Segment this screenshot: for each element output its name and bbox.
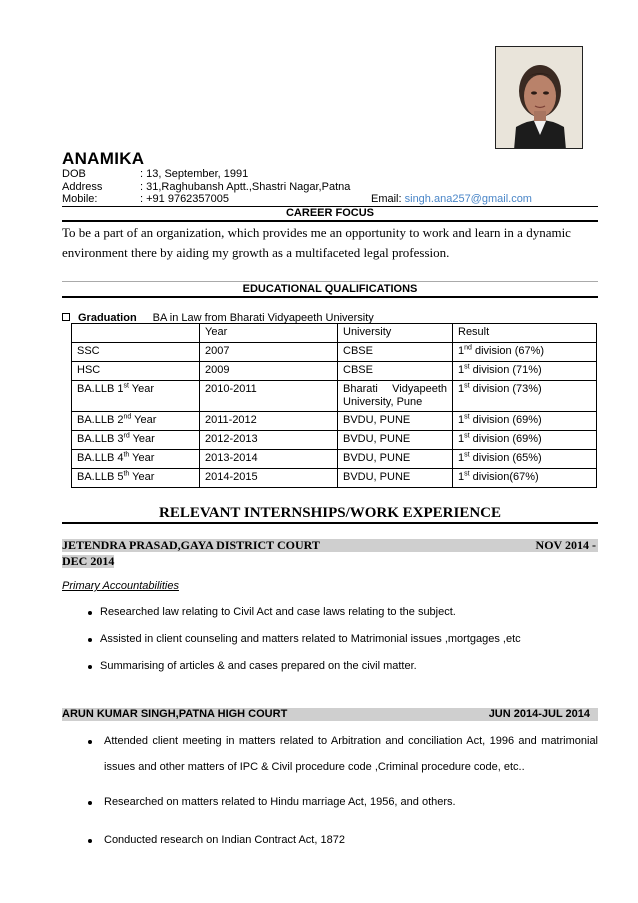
cell-course — [72, 431, 200, 450]
result-sup: st — [464, 363, 470, 371]
cell-result — [453, 450, 597, 469]
course-sup: th — [123, 451, 130, 459]
cell-year — [200, 469, 338, 488]
bullet-text: Conducted research on Indian Contract Act, 1872 — [104, 834, 345, 846]
year-text: 2010-2011 — [205, 383, 257, 395]
divider-edu-top — [62, 281, 598, 282]
experience-heading: RELEVANT INTERNSHIPS/WORK EXPERIENCE — [158, 505, 502, 521]
dob-value: : 13, September, 1991 — [140, 168, 249, 180]
result-sup: nd — [464, 344, 472, 352]
course-text: SSC — [77, 345, 100, 357]
bullet-icon — [88, 740, 92, 744]
career-focus-heading: CAREER FOCUS — [285, 207, 374, 219]
course-sup: st — [123, 382, 129, 390]
result-text: division (73%) — [469, 383, 542, 395]
result-text: division (69%) — [469, 414, 542, 426]
profile-photo — [495, 46, 583, 149]
divider-career — [62, 220, 598, 222]
email-block — [371, 193, 532, 206]
checkbox-bullet-icon — [62, 313, 70, 321]
university-text: Bharati Vidyapeeth University, Pune — [343, 383, 447, 408]
primary-accountabilities-heading: Primary Accountabilities — [62, 580, 179, 592]
course-suffix: Year — [128, 383, 155, 395]
dob-row — [62, 168, 598, 181]
bullet-icon — [88, 638, 92, 642]
result-text: division (65%) — [469, 452, 542, 464]
course-text: BA.LLB 5 — [77, 471, 124, 483]
cell-result — [453, 431, 597, 450]
cell-result — [453, 469, 597, 488]
bullet-icon — [88, 801, 92, 805]
cell-university — [338, 412, 453, 431]
bullet-text: Researched on matters related to Hindu marriage Act, 1956, and others. — [104, 796, 456, 808]
result-text: division (71%) — [469, 364, 542, 376]
address-value: : 31,Raghubansh Aptt.,Shastri Nagar,Patna — [140, 181, 351, 193]
course-suffix: Year — [129, 452, 155, 464]
result-num: 1 — [458, 452, 465, 464]
table-row — [72, 381, 597, 412]
cell-year — [200, 381, 338, 412]
result-sup: st — [464, 382, 470, 390]
cell-year — [200, 412, 338, 431]
portrait-image — [496, 47, 583, 149]
job2-bullet1-line2: issues and other matters of IPC & Civil procedure code ,Criminal procedure code, etc.. — [104, 761, 525, 773]
result-sup: st — [464, 432, 470, 440]
course-suffix: Year — [129, 433, 155, 445]
cell-course — [72, 343, 200, 362]
year-text: 2011-2012 — [205, 414, 257, 426]
cell-course — [72, 469, 200, 488]
graduation-text: BA in Law from Bharati Vidyapeeth University — [152, 312, 374, 324]
bullet-icon — [88, 839, 92, 843]
university-text: CBSE — [343, 345, 373, 357]
cell-course — [72, 362, 200, 381]
email-link[interactable]: singh.ana257@gmail.com — [404, 193, 532, 205]
cell-university — [338, 431, 453, 450]
result-num: 1 — [458, 345, 465, 357]
course-text: BA.LLB 3 — [77, 433, 124, 445]
cell-university — [338, 343, 453, 362]
cell-result — [453, 362, 597, 381]
cell-course — [72, 381, 200, 412]
result-text: division (69%) — [469, 433, 542, 445]
job2-employer: ARUN KUMAR SINGH,PATNA HIGH COURT — [62, 708, 288, 720]
table-row — [72, 412, 597, 431]
cell-result — [453, 381, 597, 412]
header-cell-result: Result — [453, 324, 597, 343]
cell-course — [72, 412, 200, 431]
divider-experience — [62, 522, 598, 524]
course-text: BA.LLB 2 — [77, 414, 124, 426]
bullet-text: Researched law relating to Civil Act and case laws relating to the subject. — [100, 606, 456, 618]
year-text: 2013-2014 — [205, 452, 258, 464]
bullet-text: Assisted in client counseling and matters related to Matrimonial issues ,mortgages ,etc — [100, 633, 521, 645]
result-num: 1 — [458, 383, 465, 395]
table-row — [72, 362, 597, 381]
graduation-label: Graduation — [78, 312, 137, 324]
table-row — [72, 431, 597, 450]
mobile-label: Mobile: — [62, 193, 98, 205]
result-num: 1 — [458, 364, 465, 376]
header-cell-university: University — [338, 324, 453, 343]
cell-result — [453, 343, 597, 362]
cell-course — [72, 450, 200, 469]
result-text: division(67%) — [469, 471, 539, 483]
header-cell-course — [72, 324, 200, 343]
university-text: BVDU, PUNE — [343, 452, 411, 464]
cell-year — [200, 450, 338, 469]
bullet-icon — [88, 665, 92, 669]
year-text: 2007 — [205, 345, 230, 357]
career-focus-text: To be a part of an organization, which provides me an opportunity to work and learn in a dynamic environment there by aiding my growth as a multifaceted legal profession. — [62, 225, 571, 260]
dob-label: DOB — [62, 168, 86, 180]
course-sup: nd — [123, 413, 132, 421]
candidate-name: ANAMIKA — [62, 149, 145, 168]
result-text: division (67%) — [471, 345, 545, 357]
university-text: BVDU, PUNE — [343, 471, 411, 483]
course-text: BA.LLB 4 — [77, 452, 124, 464]
job1-date-start: NOV 2014 - — [535, 538, 596, 552]
result-num: 1 — [458, 433, 465, 445]
mobile-value: : +91 9762357005 — [140, 193, 230, 205]
table-row — [72, 450, 597, 469]
cell-university — [338, 381, 453, 412]
course-sup: rd — [123, 432, 130, 440]
result-num: 1 — [458, 414, 465, 426]
table-header-row — [72, 324, 597, 343]
job2-header-bar — [62, 708, 598, 721]
course-text: BA.LLB 1 — [77, 383, 124, 395]
email-label: Email: — [371, 193, 405, 205]
job1-date-end: DEC 2014 — [62, 554, 115, 568]
header-cell-year: Year — [200, 324, 338, 343]
table-row — [72, 469, 597, 488]
result-num: 1 — [458, 471, 465, 483]
cell-university — [338, 469, 453, 488]
year-text: 2014-2015 — [205, 471, 258, 483]
cell-year — [200, 343, 338, 362]
university-text: CBSE — [343, 364, 373, 376]
cell-result — [453, 412, 597, 431]
bullet-text: Summarising of articles & and cases prepared on the civil matter. — [100, 660, 417, 672]
year-text: 2012-2013 — [205, 433, 258, 445]
course-suffix: Year — [129, 471, 155, 483]
education-heading: EDUCATIONAL QUALIFICATIONS — [242, 283, 418, 295]
bullet-icon — [88, 611, 92, 615]
result-sup: st — [464, 470, 470, 478]
year-text: 2009 — [205, 364, 230, 376]
mobile-row — [62, 193, 598, 206]
cell-university — [338, 450, 453, 469]
course-sup: th — [123, 470, 130, 478]
course-suffix: Year — [131, 414, 157, 426]
cell-year — [200, 362, 338, 381]
cell-year — [200, 431, 338, 450]
job2-bullet1-line1: Attended client meeting in matters related to Arbitration and conciliation Act, 1996 and matrimonial — [104, 735, 598, 747]
cell-university — [338, 362, 453, 381]
job2-dates: JUN 2014-JUL 2014 — [488, 708, 590, 720]
result-sup: st — [464, 451, 470, 459]
education-table — [71, 323, 597, 488]
university-text: BVDU, PUNE — [343, 433, 411, 445]
university-text: BVDU, PUNE — [343, 414, 411, 426]
job1-header-bar — [62, 539, 598, 552]
table-row — [72, 343, 597, 362]
job1-employer: JETENDRA PRASAD,GAYA DISTRICT COURT — [62, 538, 320, 552]
result-sup: st — [464, 413, 470, 421]
address-label: Address — [62, 181, 103, 193]
divider-edu — [62, 296, 598, 298]
course-text: HSC — [77, 364, 101, 376]
